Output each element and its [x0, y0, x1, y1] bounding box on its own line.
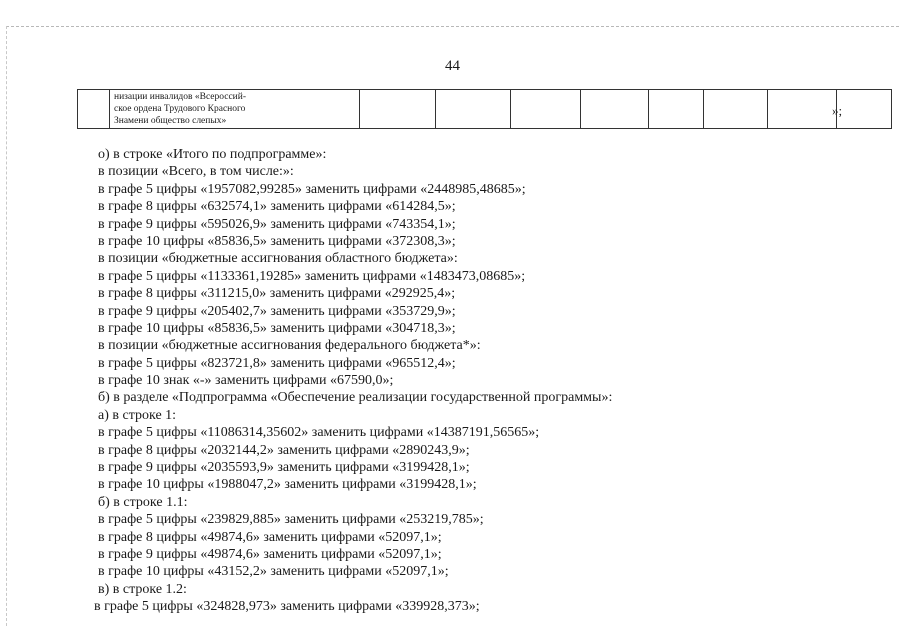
table-cell	[360, 90, 436, 129]
table-closing-quote: »;	[832, 103, 843, 118]
text-line: в графе 5 цифры «1957082,99285» заменить цифрами «2448985,48685»;	[98, 181, 526, 197]
text-line: в графе 10 цифры «85836,5» заменить цифрами «372308,3»;	[98, 233, 456, 249]
text-line: в графе 8 цифры «311215,0» заменить цифрами «292925,4»;	[98, 286, 456, 302]
table-fragment	[77, 89, 892, 129]
amendment-text	[94, 146, 878, 616]
text-line: в позиции «бюджетные ассигнования федерального бюджета*»:	[98, 338, 481, 354]
text-line: в позиции «Всего, в том числе:»:	[98, 164, 294, 180]
table-cell	[581, 90, 649, 129]
text-line: о) в строке «Итого по подпрограмме»:	[98, 147, 327, 162]
text-line: в графе 8 цифры «632574,1» заменить цифрами «614284,5»;	[98, 199, 456, 215]
text-line: в графе 10 цифры «85836,5» заменить цифрами «304718,3»;	[98, 320, 456, 336]
table-cell	[78, 90, 110, 129]
scan-border-top	[6, 26, 899, 27]
text-line: в графе 10 цифры «43152,2» заменить цифрами «52097,1»;	[98, 564, 449, 580]
table-cell	[837, 90, 892, 129]
text-line: в графе 5 цифры «239829,885» заменить цифрами «253219,785»;	[98, 512, 484, 528]
text-line: б) в разделе «Подпрограмма «Обеспечение реализации государственной программы»:	[98, 390, 613, 406]
text-line: в графе 5 цифры «823721,8» заменить цифрами «965512,4»;	[98, 355, 456, 371]
text-line: в графе 10 знак «-» заменить цифрами «67590,0»;	[98, 373, 394, 389]
text-line: в позиции «бюджетные ассигнования областного бюджета»:	[98, 251, 458, 267]
text-line: в графе 5 цифры «324828,973» заменить цифрами «339928,373»;	[94, 599, 480, 615]
text-line: в графе 9 цифры «595026,9» заменить цифрами «743354,1»;	[98, 216, 456, 232]
table-cell	[511, 90, 581, 129]
text-line: в графе 10 цифры «1988047,2» заменить цифрами «3199428,1»;	[98, 477, 477, 493]
text-line: в графе 5 цифры «1133361,19285» заменить цифрами «1483473,08685»;	[98, 268, 526, 284]
table-cell-org-name: низации инвалидов «Всероссий- ское ордена Трудового Красного Знамени общество слепых»	[110, 90, 360, 129]
text-line: в графе 8 цифры «2032144,2» заменить цифрами «2890243,9»;	[98, 442, 470, 458]
text-line: в) в строке 1.2:	[98, 581, 187, 597]
table-cell	[649, 90, 704, 129]
page-number: 44	[445, 58, 460, 74]
text-line: в графе 9 цифры «49874,6» заменить цифрами «52097,1»;	[98, 546, 442, 562]
text-line: в графе 9 цифры «205402,7» заменить цифрами «353729,9»;	[98, 303, 456, 319]
text-line: а) в строке 1:	[98, 407, 177, 423]
table-cell	[436, 90, 511, 129]
text-line: в графе 5 цифры «11086314,35602» заменить цифрами «14387191,56565»;	[98, 425, 540, 441]
text-line: б) в строке 1.1:	[98, 494, 188, 510]
scan-border-left	[6, 26, 7, 626]
table-cell	[704, 90, 768, 129]
text-line: в графе 9 цифры «2035593,9» заменить цифрами «3199428,1»;	[98, 460, 470, 476]
table-row	[78, 90, 892, 129]
text-line: в графе 8 цифры «49874,6» заменить цифрами «52097,1»;	[98, 529, 442, 545]
table-cell	[768, 90, 837, 129]
